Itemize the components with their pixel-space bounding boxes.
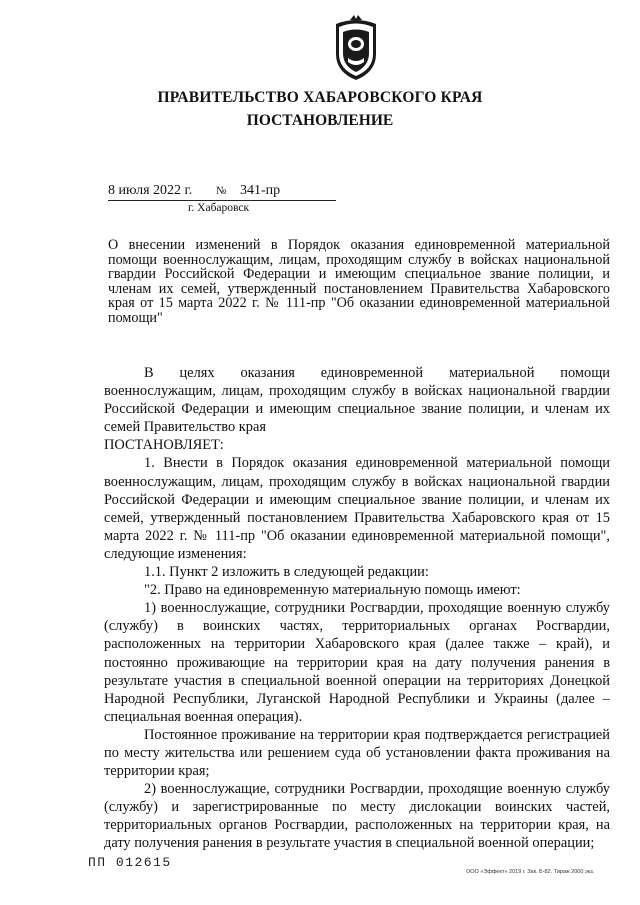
paragraph: 1.1. Пункт 2 изложить в следующей редакции: [144, 564, 429, 581]
org-title: ПРАВИТЕЛЬСТВО ХАБАРОВСКОГО КРАЯ [157, 89, 483, 106]
city: г. Хабаровск [188, 202, 250, 214]
number-label: № [216, 185, 227, 197]
paragraph: 1. Внести в Порядок оказания единовременной материальной помощи военнослужащим, лицам, проходящим службу в войсках национальной гвардии Российской Федерации и имеющим специальное звание полиции, и членам их семей, утвержденный постановлением Правительства Хабаровского края от 15 марта 2022 г. № 111-пр "Об оказании единовременной материальной помощи", следующие изменения: [104, 455, 610, 562]
khabarovsk-coat-of-arms-icon [330, 14, 382, 82]
preamble: В целях оказания единовременной материальной помощи военнослужащим, лицам, проходящим службу в войсках национальной гвардии Российской Федерации и имеющим специальное звание полиции, и членам их семей Правительство края [104, 365, 610, 436]
paragraph: 1) военнослужащие, сотрудники Росгвардии, проходящие военную службу (службу) в воинских частях, территориальных органах Росгвардии, расположенных на территории Хабаровского края (далее также – край), и постоянно проживающие на территории края на дату получения ранения в результате участия в специальной военной операции на территориях Донецкой Народной Республики, Луганской Народной Республики и Украины (далее – специальная военная операция). [104, 600, 610, 725]
form-serial-number: ПП 012615 [88, 855, 172, 870]
document-body [104, 364, 610, 853]
date-underline [108, 200, 336, 201]
document-kind: ПОСТАНОВЛЕНИЕ [246, 112, 394, 129]
document-date: 8 июля 2022 г. [108, 183, 193, 198]
paragraph: 2) военнослужащие, сотрудники Росгвардии, проходящие военную службу (службу) и зарегистрированные по месту дислокации воинских частей, территориальных органов Росгвардии, расположенных на территории края, на дату получения ранения в результате участия в специальной военной операции; [104, 781, 610, 852]
document-subject: О внесении изменений в Порядок оказания единовременной материальной помощи военнослужащим, лицам, проходящим службу в войсках национальной гвардии Российской Федерации и имеющим специальное звание полиции, и членам их семей, утвержденный постановлением Правительства Хабаровского края от 15 марта 2022 г. № 111-пр "Об оказании единовременной материальной помощи" [108, 237, 610, 326]
date-number-line [108, 183, 336, 203]
document-number: 341-пр [240, 183, 281, 198]
paragraph: "2. Право на единовременную материальную помощь имеют: [144, 582, 521, 599]
paragraph: Постоянное проживание на территории края подтверждается регистрацией по месту жительства или решением суда об установлении факта проживания на территории края; [104, 726, 610, 780]
decree-word: ПОСТАНОВЛЯЕТ: [104, 437, 224, 454]
printer-imprint: ООО «Эффект» 2019 г. Зак. Б-82. Тираж 2000 экз. [466, 869, 595, 875]
